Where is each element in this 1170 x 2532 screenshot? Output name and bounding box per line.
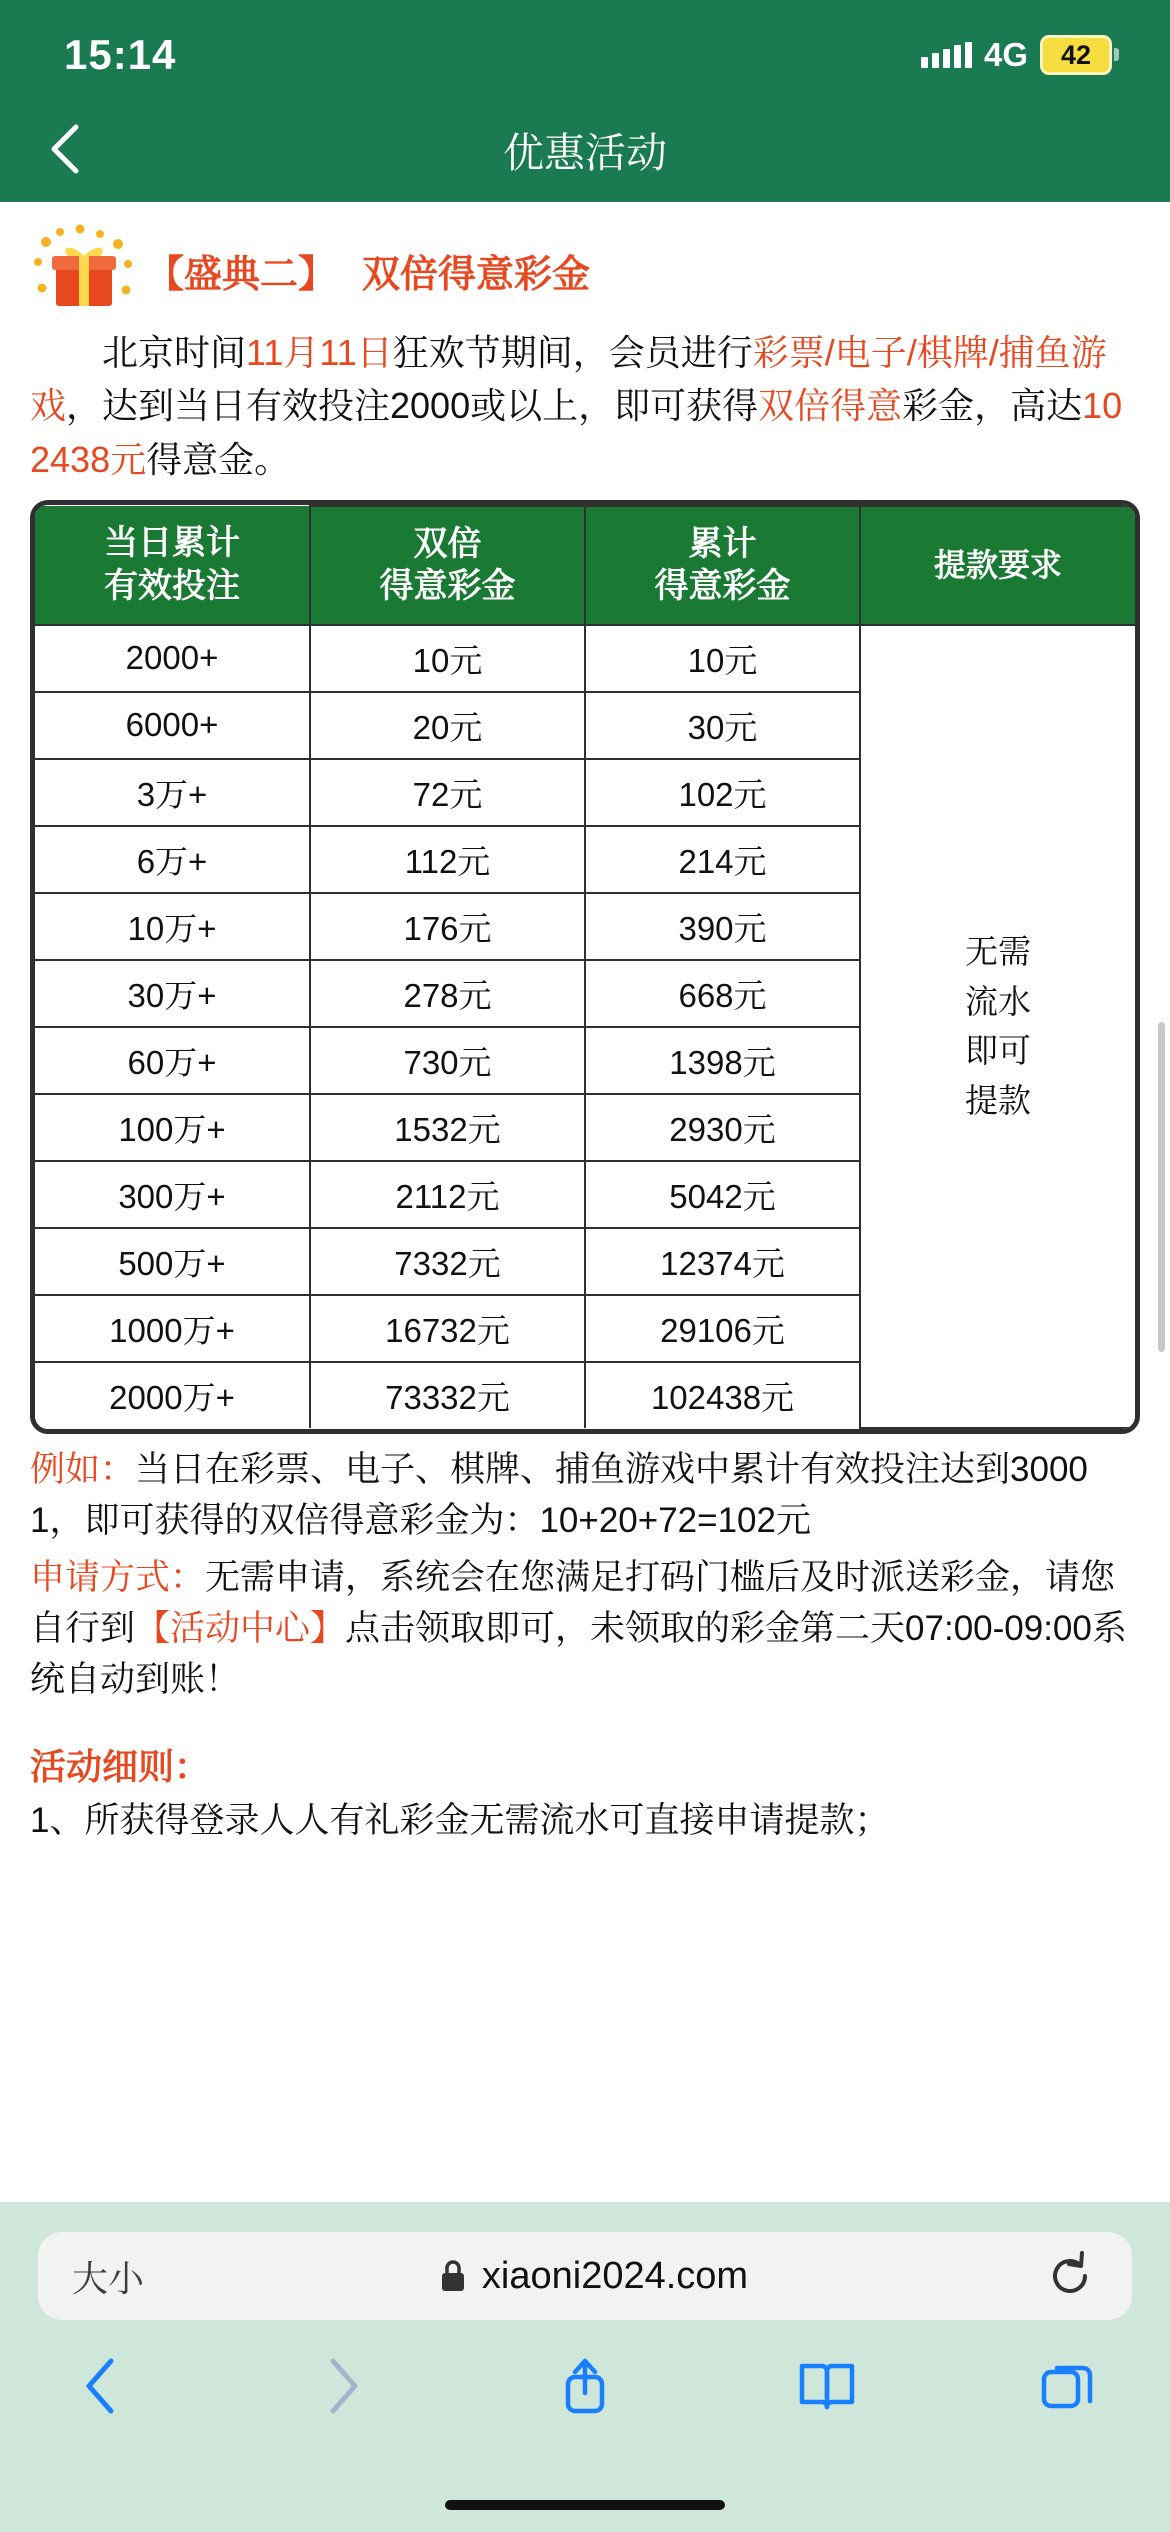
reload-icon [1045,2251,1095,2301]
cell-double-bonus: 2112元 [310,1161,585,1228]
intro-part-1: 北京时间 [102,332,247,373]
prize-table-container [30,500,1140,1434]
home-indicator [445,2500,725,2510]
activity-center-link[interactable]: 【活动中心】 [135,1609,346,1649]
cell-total-bonus: 102438元 [585,1362,860,1428]
cell-double-bonus: 20元 [310,692,585,759]
cell-total-bonus: 10元 [585,625,860,692]
promo-heading [30,222,1140,318]
chevron-left-icon [46,119,86,179]
status-time: 15:14 [64,31,177,78]
table-row [35,625,1135,692]
cell-bet: 300万+ [35,1161,310,1228]
cell-total-bonus: 29106元 [585,1295,860,1362]
table-header-row [35,506,1135,625]
header-double-line1: 双倍 [413,524,482,563]
intro-part-4: 彩金，高达 [902,385,1083,427]
chevron-right-icon [321,2353,365,2419]
promo-content [0,202,1170,1845]
column-header-total [585,506,860,625]
apply-label: 申请方式： [30,1557,206,1597]
example-text: 当日在彩票、电子、棋牌、捕鱼游戏中累计有效投注达到30001，即可获得的双倍得意彩金为：10+20+72=102元 [30,1449,1088,1540]
back-button[interactable] [36,119,96,179]
page-scroll-area[interactable] [0,202,1170,2532]
browser-forward-button[interactable] [298,2348,388,2424]
cell-total-bonus: 12374元 [585,1228,860,1295]
share-icon [557,2353,613,2419]
intro-date: 11月11日 [246,332,393,373]
bookmarks-button[interactable] [782,2348,872,2424]
apply-note [30,1552,1140,1705]
share-button[interactable] [540,2348,630,2424]
page-size-button[interactable]: 大小 [72,2257,145,2299]
cell-bet: 2000万+ [35,1362,310,1428]
chevron-left-icon [79,2353,123,2419]
column-header-bet [35,506,310,625]
rule-item-1: 1、所获得登录人人有礼彩金无需流水可直接申请提款； [30,1801,890,1841]
promo-title-tag: 【盛典二】 [146,253,337,296]
cell-double-bonus: 1532元 [310,1094,585,1161]
intro-amount: 102438元 [30,385,1123,480]
promo-intro [30,326,1140,486]
cell-double-bonus: 278元 [310,960,585,1027]
cell-double-bonus: 112元 [310,826,585,893]
intro-games: 彩票/电子/棋牌/捕鱼游戏 [30,332,1107,427]
cell-total-bonus: 102元 [585,759,860,826]
cell-bet: 60万+ [35,1027,310,1094]
cell-double-bonus: 16732元 [310,1295,585,1362]
cell-total-bonus: 1398元 [585,1027,860,1094]
cell-total-bonus: 5042元 [585,1161,860,1228]
prize-table [35,505,1135,1429]
cell-bet: 10万+ [35,893,310,960]
header-double-line2: 得意彩金 [379,567,516,606]
cell-bet: 3万+ [35,759,310,826]
tabs-icon [1039,2356,1099,2416]
url-text: xiaoni2024.com [481,2254,749,2297]
url-display[interactable] [144,2255,1042,2298]
browser-back-button[interactable] [56,2348,146,2424]
network-type-label: 4G [983,36,1028,73]
cell-bet: 1000万+ [35,1295,310,1362]
page-title: 优惠活动 [503,129,667,176]
gift-box-icon [30,222,138,318]
cell-total-bonus: 668元 [585,960,860,1027]
cell-double-bonus: 72元 [310,759,585,826]
table-body [35,625,1135,1428]
cell-double-bonus: 10元 [310,625,585,692]
battery-icon [1040,35,1112,75]
cell-total-bonus: 214元 [585,826,860,893]
book-icon [796,2358,858,2414]
header-bet-line2: 有效投注 [104,566,240,605]
cell-bet: 30万+ [35,960,310,1027]
rules-title: 活动细则： [30,1746,211,1788]
header-total-line2: 得意彩金 [654,567,791,606]
column-header-double [310,506,585,625]
column-header-withdraw: 提款要求 [860,506,1135,625]
cell-total-bonus: 390元 [585,893,860,960]
cell-double-bonus: 7332元 [310,1228,585,1295]
apply-text-2: 点击领取即可，未领取的彩金第二天07:00-09:00系统自动到账！ [30,1609,1127,1700]
cell-bet: 2000+ [35,625,310,692]
browser-tools [0,2320,1170,2424]
cell-double-bonus: 176元 [310,893,585,960]
apply-text-1: 无需申请，系统会在您满足打码门槛后及时派送彩金，请您自行到 [30,1557,1116,1649]
cell-total-bonus: 30元 [585,692,860,759]
scrollbar-thumb[interactable] [1158,1022,1165,1352]
intro-part-3: ，达到当日有效投注2000或以上，即可获得 [66,385,759,427]
browser-toolbar [0,2202,1170,2532]
lock-icon [438,2257,468,2295]
signal-bars-icon [921,42,972,68]
cell-bet: 100万+ [35,1094,310,1161]
status-bar [0,0,1170,96]
cell-double-bonus: 73332元 [310,1362,585,1428]
intro-part-5: 得意金。 [146,438,291,480]
cell-bet: 6000+ [35,692,310,759]
intro-bonus: 双倍得意 [758,385,903,427]
example-note [30,1444,1140,1546]
battery-percent: 42 [1060,39,1092,70]
tabs-button[interactable] [1024,2348,1114,2424]
intro-part-2: 狂欢节期间，会员进行 [392,332,753,373]
header-total-line1: 累计 [688,524,757,563]
page-header [0,96,1170,202]
cell-double-bonus: 730元 [310,1027,585,1094]
cell-total-bonus: 2930元 [585,1094,860,1161]
cell-withdraw-requirement: 无需 流水 即可 提款 [860,625,1135,1428]
header-bet-line1: 当日累计 [104,524,240,563]
cell-bet: 500万+ [35,1228,310,1295]
promo-title-main: 双倍得意彩金 [362,253,591,296]
address-bar[interactable] [38,2232,1132,2320]
reload-button[interactable] [1042,2248,1098,2304]
example-label: 例如： [30,1449,136,1489]
status-indicators [921,35,1112,75]
cell-bet: 6万+ [35,826,310,893]
